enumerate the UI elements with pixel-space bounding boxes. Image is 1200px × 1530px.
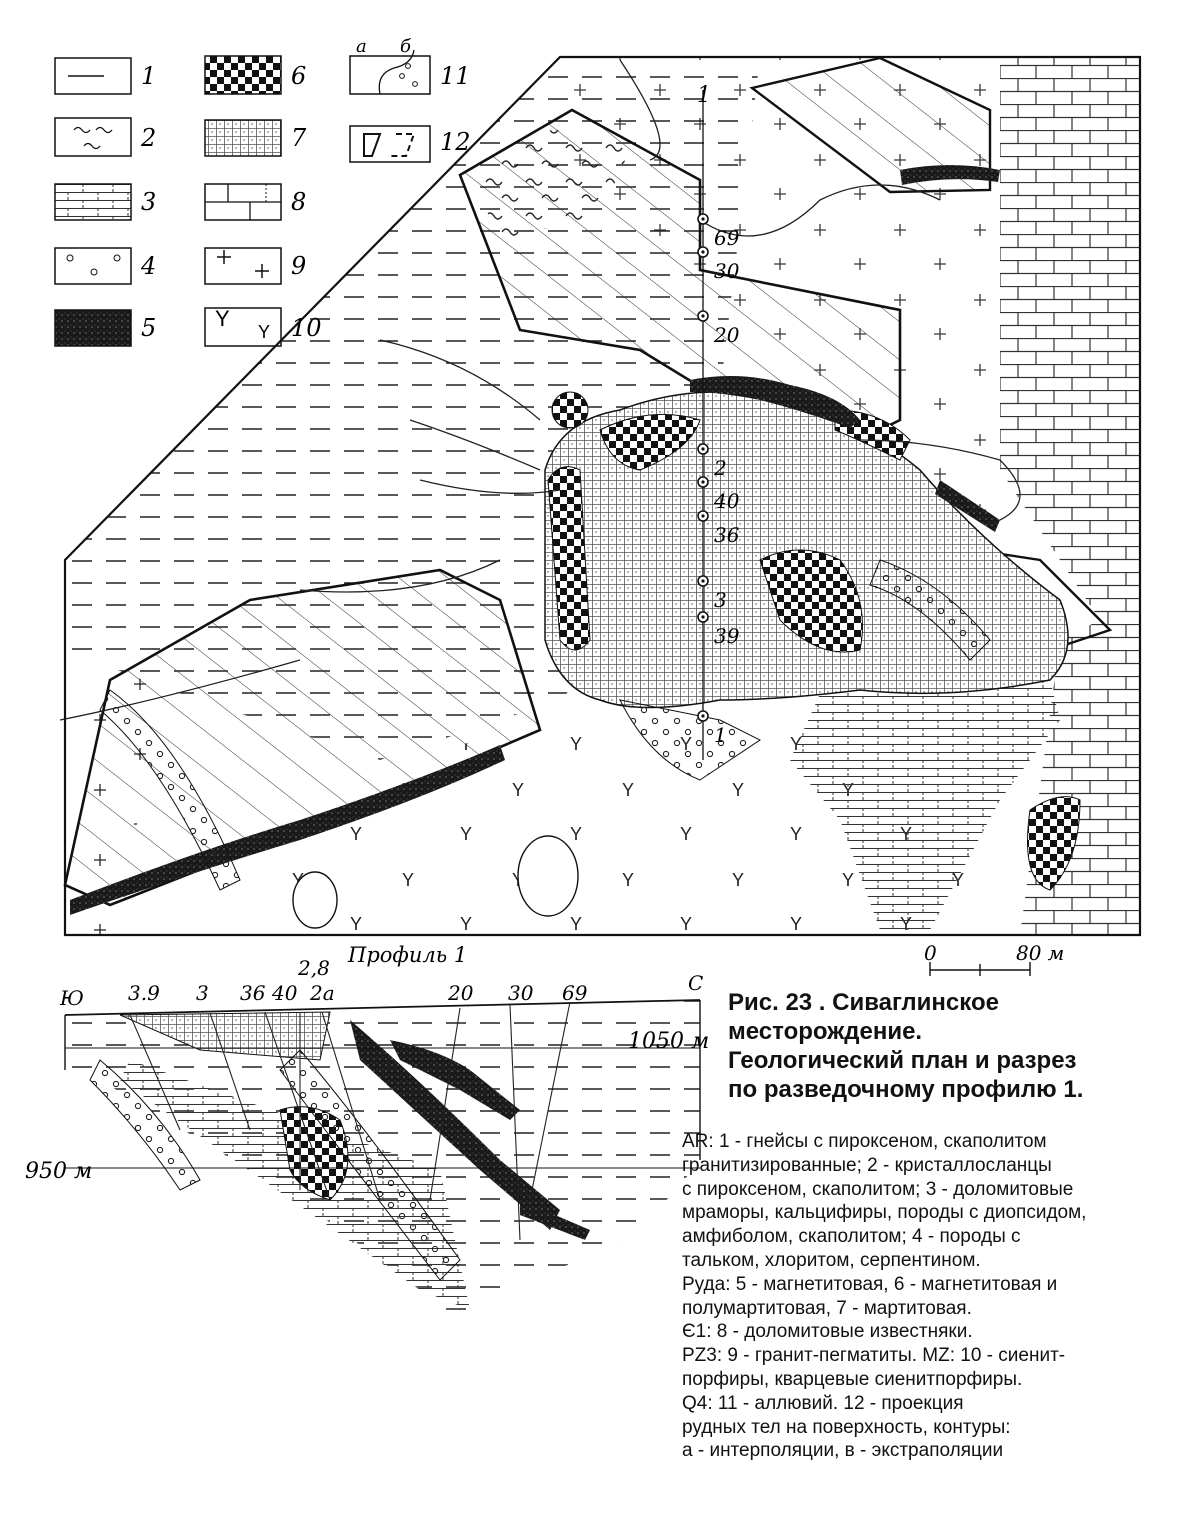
well-center	[701, 480, 704, 483]
cross-section	[65, 1000, 700, 1320]
well-label-30: 30	[714, 259, 740, 283]
section-well-labels	[128, 981, 588, 1005]
legend-sub-b: б	[400, 36, 411, 57]
caption-line: по разведочному профилю 1.	[728, 1076, 1084, 1103]
section-north-label: С	[688, 971, 704, 995]
syenite-symbol: Y	[258, 322, 271, 342]
legend-number-1: 1	[141, 62, 157, 90]
legend-number-8: 8	[291, 188, 307, 216]
legend-line: гранитизированные; 2 - кристаллосланцы	[682, 1154, 1052, 1176]
well-label-20: 20	[714, 323, 740, 347]
section-well-label: 20	[448, 981, 474, 1005]
legend-number-11: 11	[440, 62, 471, 90]
figure-caption	[728, 988, 1168, 1104]
legend-number-10: 10	[291, 314, 322, 342]
well-label-1: 1	[714, 723, 727, 747]
legend-item-4	[55, 248, 131, 284]
legend-line: PZ3: 9 - гранит-пегматиты. MZ: 10 - сиенит-	[682, 1345, 1066, 1367]
well-center	[701, 579, 704, 582]
well-center	[701, 615, 704, 618]
profile-number: 1	[697, 83, 711, 108]
legend-number-6: 6	[291, 62, 307, 90]
legend-item-2	[55, 118, 131, 156]
legend-line: Руда: 5 - магнетитовая, 6 - магнетитовая и	[682, 1273, 1058, 1295]
scale-zero-label: 0	[924, 941, 937, 965]
legend-line: амфиболом, скаполитом; 4 - породы с	[682, 1226, 1021, 1248]
section-well-label: 30	[508, 981, 534, 1005]
legend-number-4: 4	[141, 252, 157, 280]
legend-item-3	[55, 184, 131, 220]
well-label-2: 2	[714, 456, 727, 480]
section-well-label: 36	[240, 981, 266, 1005]
elevation-top-label: 1050 м	[628, 1029, 710, 1054]
legend-number-5: 5	[141, 314, 157, 342]
well-label-69: 69	[714, 226, 740, 250]
well-center	[701, 250, 704, 253]
well-center	[701, 314, 704, 317]
legend-line: Q4: 11 - аллювий. 12 - проекция	[682, 1392, 964, 1414]
caption-line: Рис. 23 . Сиваглинское	[728, 989, 999, 1016]
section-well-label: 69	[562, 981, 588, 1005]
legend-number-12: 12	[440, 128, 471, 156]
well-center	[701, 514, 704, 517]
legend-line: тальком, хлоритом, серпентином.	[682, 1249, 981, 1271]
well-label-39: 39	[714, 624, 740, 648]
scale-bar	[924, 941, 1064, 976]
section-south-label: Ю	[60, 986, 84, 1010]
syenite-symbol: Y	[215, 306, 230, 331]
section-well-label: 2а	[310, 981, 335, 1005]
legend-item-8	[205, 184, 281, 220]
section-well-label: 3.9	[128, 981, 160, 1005]
caption-line: месторождение.	[728, 1018, 923, 1045]
legend-number-2: 2	[141, 124, 157, 152]
profile-label: Профиль 1	[348, 943, 468, 967]
legend-line: порфиры, кварцевые сиенитпорфиры.	[682, 1368, 1023, 1390]
legend-description	[682, 1130, 1182, 1463]
well-label-36: 36	[714, 523, 740, 547]
legend-line: а - интерполяции, в - экстраполяции	[682, 1440, 1004, 1462]
legend-item-9	[205, 248, 281, 284]
legend-line: полумартитовая, 7 - мартитовая.	[682, 1297, 972, 1319]
legend-line: мраморы, кальцифиры, породы с диопсидом,	[682, 1202, 1087, 1224]
well-center	[701, 447, 704, 450]
legend-sub-a: а	[356, 36, 367, 57]
legend-number-7: 7	[291, 124, 307, 152]
well-label-40: 40	[714, 489, 740, 513]
well-center	[701, 714, 704, 717]
legend-number-3: 3	[141, 188, 157, 216]
section-well-label: 3	[196, 981, 209, 1005]
legend-line: Є1: 8 - доломитовые известняки.	[682, 1321, 973, 1343]
legend-line: AR: 1 - гнейсы с пироксеном, скаполитом	[682, 1131, 1047, 1152]
legend-item-7	[205, 120, 281, 156]
legend-item-12	[350, 126, 430, 162]
scale-distance-label: 80 м	[1016, 941, 1065, 965]
section-well-extra: 2,8	[298, 956, 330, 980]
legend-line: с пироксеном, скаполитом; 3 - доломитовые	[682, 1178, 1074, 1200]
well-center	[701, 217, 704, 220]
caption-line: Геологический план и разрез	[728, 1047, 1077, 1074]
well-label-3: 3	[714, 588, 727, 612]
legend-item-5	[55, 310, 131, 346]
legend-item-1	[55, 58, 131, 94]
legend-line: рудных тел на поверхность, контуры:	[682, 1416, 1011, 1438]
legend-item-6	[205, 56, 281, 94]
elevation-bottom-label: 950 м	[25, 1159, 93, 1184]
section-well-label: 40	[272, 981, 298, 1005]
legend-number-9: 9	[291, 252, 307, 280]
